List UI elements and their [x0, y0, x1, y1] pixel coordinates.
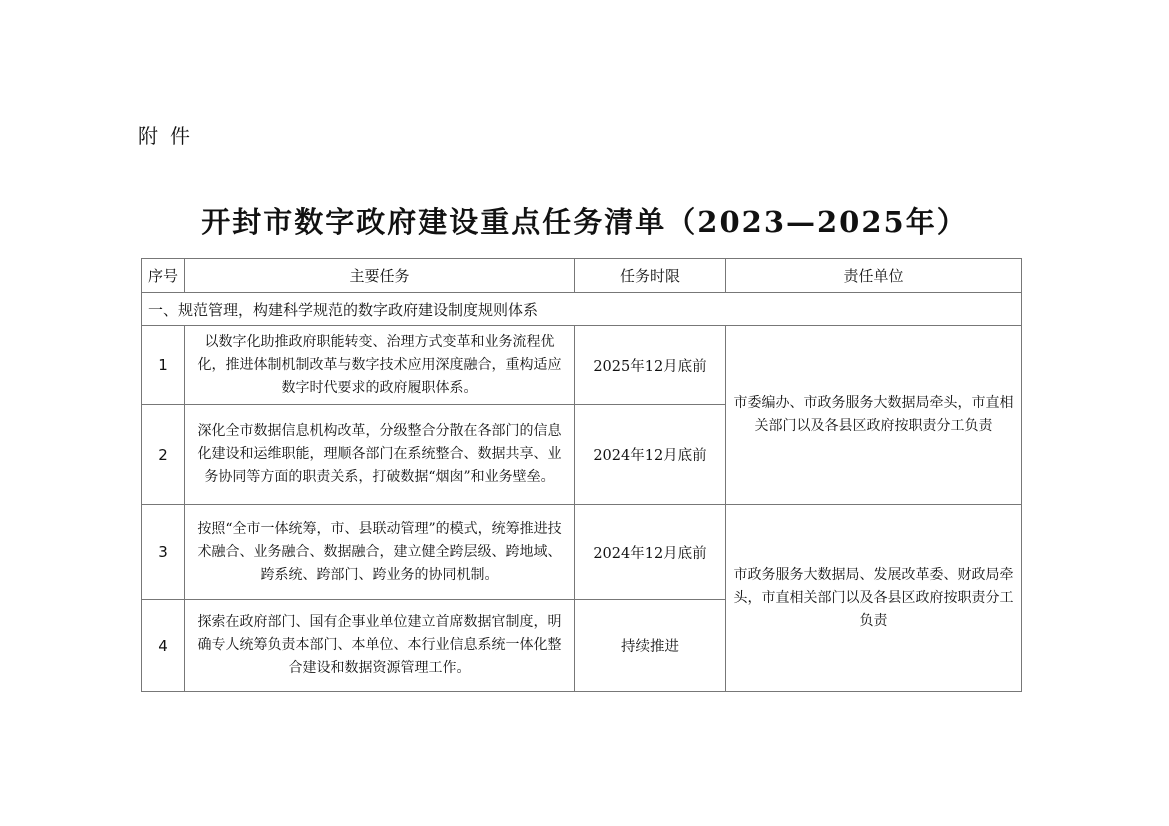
attachment-label: 附件 [138, 124, 202, 148]
document-title: 开封市数字政府建设重点任务清单（2023—2025年） [201, 205, 968, 239]
row-seq: 1 [142, 326, 185, 405]
table-header-row [142, 259, 1022, 293]
row-task: 深化全市数据信息机构改革，分级整合分散在各部门的信息化建设和运维职能，理顺各部门在系统整合、数据共享、业务协同等方面的职责关系，打破数据“烟囱”和业务壁垒。 [185, 405, 575, 505]
row-seq: 2 [142, 405, 185, 505]
column-header-task: 主要任务 [185, 259, 575, 293]
table-row [142, 326, 1022, 405]
section-row [142, 293, 1022, 326]
row-owner: 市委编办、市政务服务大数据局牵头，市直相关部门以及各县区政府按职责分工负责 [726, 326, 1022, 505]
column-header-owner: 责任单位 [726, 259, 1022, 293]
section-heading: 一、规范管理，构建科学规范的数字政府建设制度规则体系 [142, 293, 1022, 326]
row-deadline: 2024年12月底前 [575, 505, 726, 600]
column-header-seq: 序号 [142, 259, 185, 293]
row-deadline: 2025年12月底前 [575, 326, 726, 405]
row-deadline: 2024年12月底前 [575, 405, 726, 505]
row-deadline: 持续推进 [575, 600, 726, 692]
row-seq: 3 [142, 505, 185, 600]
row-seq: 4 [142, 600, 185, 692]
row-task: 以数字化助推政府职能转变、治理方式变革和业务流程优化，推进体制机制改革与数字技术应用深度融合，重构适应数字时代要求的政府履职体系。 [185, 326, 575, 405]
task-table [141, 258, 1022, 692]
row-owner: 市政务服务大数据局、发展改革委、财政局牵头，市直相关部门以及各县区政府按职责分工负责 [726, 505, 1022, 692]
table-row [142, 505, 1022, 600]
column-header-deadline: 任务时限 [575, 259, 726, 293]
row-task: 探索在政府部门、国有企事业单位建立首席数据官制度，明确专人统筹负责本部门、本单位、本行业信息系统一体化整合建设和数据资源管理工作。 [185, 600, 575, 692]
row-task: 按照“全市一体统筹，市、县联动管理”的模式，统筹推进技术融合、业务融合、数据融合，建立健全跨层级、跨地域、跨系统、跨部门、跨业务的协同机制。 [185, 505, 575, 600]
